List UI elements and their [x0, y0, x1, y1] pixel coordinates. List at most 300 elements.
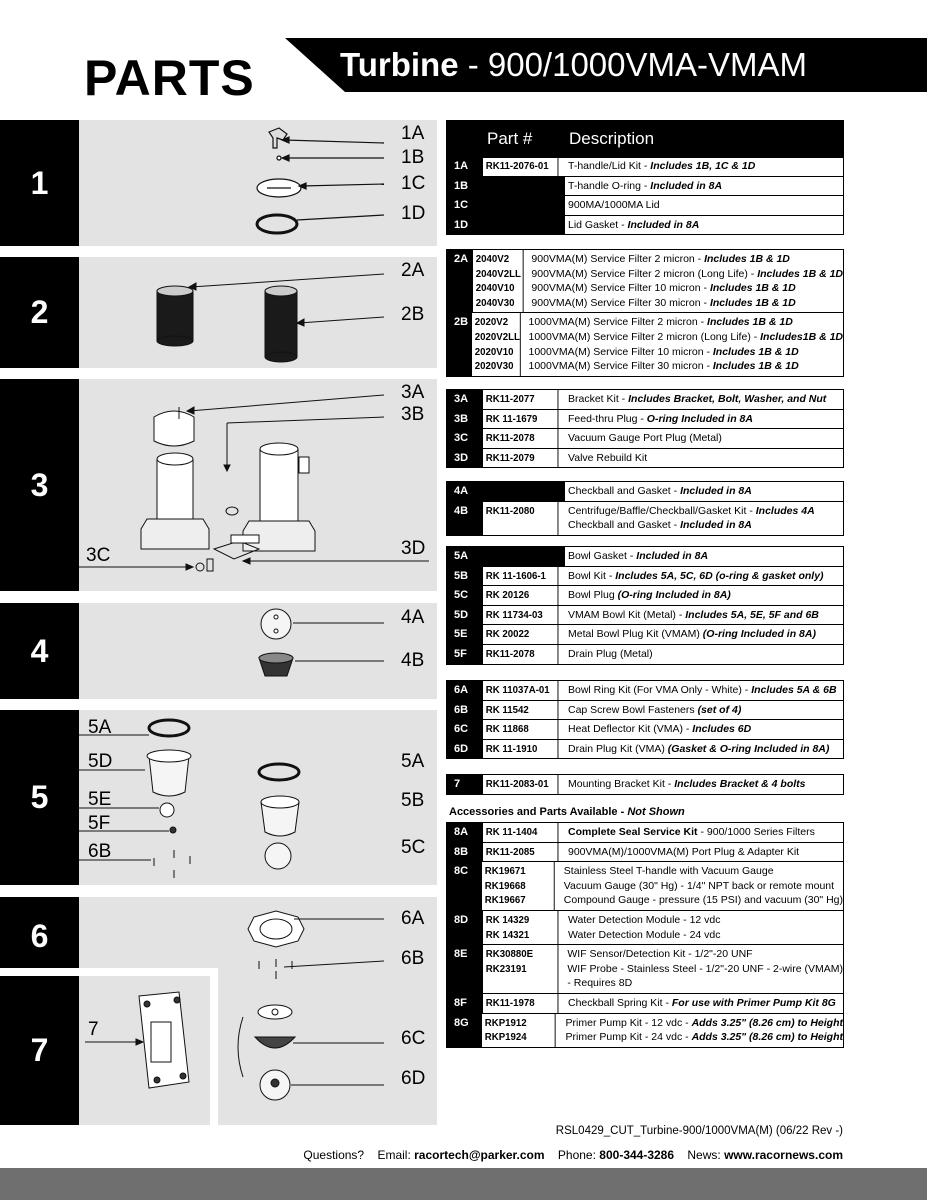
row-id	[447, 775, 483, 794]
description-line	[567, 947, 843, 962]
description-line	[568, 484, 843, 499]
description-text: Stainless Steel T-handle with Vacuum Gauge	[563, 865, 774, 878]
description-text: Water Detection Module - 24 vdc	[568, 928, 721, 941]
row-id-text: 8F	[454, 996, 467, 1009]
part-number: 2020V30	[475, 360, 514, 373]
row-id-text: 4B	[454, 504, 469, 517]
description-note: Includes 6D	[692, 723, 752, 736]
part-number: 2040V10	[475, 282, 515, 295]
row-id-text: 1C	[454, 199, 469, 212]
row-id-text: 3A	[454, 393, 469, 405]
description-note: Includes 1B, 1C & 1D	[650, 160, 756, 172]
panel-number: 2	[0, 257, 79, 368]
email-label: Email:	[377, 1148, 411, 1162]
description-text: 1000VMA(M) Service Filter 10 micron -	[528, 345, 713, 358]
row-id	[447, 157, 483, 176]
table-row	[447, 390, 843, 409]
part-number-cell	[483, 945, 558, 993]
description-cell	[564, 945, 843, 993]
description-cell	[565, 720, 843, 739]
news-label: News:	[687, 1148, 721, 1162]
description-cell	[565, 681, 843, 700]
callout-1d: 1D	[401, 203, 426, 224]
part-number-cell	[483, 645, 558, 664]
description-note: Includes 5A, 5E, 5F and 6B	[685, 608, 819, 621]
part-number: RK 11-1606-1	[485, 569, 546, 582]
part-number-cell	[483, 775, 558, 794]
parts-table-group	[446, 680, 844, 759]
panel-number: 4	[0, 603, 79, 699]
table-row	[447, 195, 843, 215]
row-id	[447, 681, 483, 700]
table-row	[447, 993, 843, 1013]
part-number: RK23191	[485, 962, 527, 975]
part-number: RK 20022	[485, 628, 530, 641]
part-number-cell	[483, 410, 558, 429]
callout-5e: 5E	[88, 789, 112, 810]
table-row	[447, 585, 843, 605]
description-line	[566, 1016, 843, 1031]
row-id-text: 8E	[454, 948, 468, 961]
part-number-cell	[483, 720, 558, 739]
row-id-text: 6D	[454, 742, 469, 755]
panel-number: 5	[0, 710, 79, 885]
parts-table-group	[446, 249, 844, 377]
description-line	[528, 345, 843, 360]
bottom-bar	[0, 1168, 927, 1200]
news-link[interactable]: www.racornews.com	[724, 1148, 843, 1162]
description-text: 900VMA(M) Service Filter 2 micron -	[531, 253, 705, 265]
row-id-text: 8A	[454, 826, 469, 838]
part-number-cell	[472, 313, 521, 375]
description-note: Includes 5A, 5C, 6D (o-ring & gasket only)	[615, 569, 824, 582]
description-text: Metal Bowl Plug Kit (VMAM)	[568, 628, 703, 641]
table-row	[447, 605, 843, 625]
callout-6b: 6B	[401, 948, 425, 969]
description-cell	[565, 502, 843, 535]
table-row	[447, 644, 843, 664]
description-text: Checkball and Gasket -	[568, 485, 681, 497]
callout-5a-right: 5A	[401, 751, 425, 772]
part-number: RK11-2085	[485, 845, 535, 858]
callout-1c: 1C	[401, 173, 426, 194]
description-text: 900MA/1000MA Lid	[568, 199, 660, 212]
description-line	[567, 962, 843, 977]
description-cell	[565, 216, 843, 235]
part-number-cell	[482, 1014, 556, 1047]
description-line	[568, 588, 843, 603]
description-line	[568, 198, 843, 213]
callout-4a: 4A	[401, 607, 425, 628]
description-line	[531, 252, 843, 267]
table-row	[447, 719, 843, 739]
description-line	[528, 359, 843, 374]
part-number-cell	[483, 390, 558, 409]
description-note: (Gasket & O-ring Included in 8A)	[667, 742, 830, 755]
description-line	[568, 392, 843, 407]
description-text: 1000VMA(M) Service Filter 2 micron (Long Life) -	[528, 330, 761, 343]
part-number-cell	[483, 177, 565, 196]
row-id-text: 5B	[454, 569, 469, 582]
table-row	[447, 681, 843, 700]
description-cell	[565, 823, 843, 842]
description-line	[528, 315, 843, 330]
description-text: Water Detection Module - 12 vdc	[568, 913, 721, 926]
table-row	[447, 312, 843, 375]
description-text: Heat Deflector Kit (VMA) -	[568, 723, 693, 736]
accessories-title-text: Accessories and Parts Available -	[449, 806, 628, 818]
housing-bracket-illustration	[79, 379, 437, 591]
email-link[interactable]: racortech@parker.com	[414, 1148, 545, 1162]
callout-6c: 6C	[401, 1028, 426, 1049]
description-line	[564, 879, 843, 894]
diagram-panel-3	[0, 379, 437, 591]
table-row	[447, 501, 843, 535]
table-row	[447, 250, 843, 312]
description-note: Includes1B & 1D	[760, 330, 843, 343]
part-number-cell	[483, 911, 558, 944]
parts-table-group	[446, 389, 844, 468]
callout-3c: 3C	[86, 545, 111, 566]
description-note: (set of 4)	[697, 703, 742, 716]
description-line	[568, 431, 843, 446]
part-number-cell	[483, 740, 558, 759]
part-number-cell	[482, 862, 555, 910]
part-number: RK 20126	[485, 589, 530, 602]
row-id	[447, 862, 482, 910]
table-row	[447, 842, 843, 862]
row-id	[447, 625, 483, 644]
table-row	[447, 775, 843, 794]
diagram-panel-2	[0, 257, 437, 368]
description-text: Bowl Ring Kit (For VMA Only - White) -	[568, 684, 752, 696]
part-number-cell	[483, 567, 558, 586]
description-line	[568, 928, 843, 943]
description-line	[568, 627, 843, 642]
row-id	[447, 250, 473, 312]
table-row	[447, 482, 843, 501]
table-row	[447, 566, 843, 586]
part-number: RKP1912	[485, 1016, 527, 1029]
description-note: (O-ring Included in 8A)	[617, 589, 731, 602]
description-line	[564, 893, 843, 908]
part-number-cell	[483, 994, 558, 1013]
description-line	[568, 159, 843, 174]
callout-3d: 3D	[401, 538, 426, 559]
diagram-panel-4	[0, 603, 437, 699]
table-row	[447, 547, 843, 566]
description-text: Feed-thru Plug -	[568, 412, 647, 425]
row-id	[447, 429, 483, 448]
part-number: 2040V2	[475, 253, 510, 265]
row-id	[447, 313, 472, 375]
parts-table-group	[446, 156, 844, 235]
part-number: 2040V30	[475, 296, 515, 309]
row-id-text: 3D	[454, 451, 469, 464]
part-number-cell	[483, 625, 558, 644]
part-number-cell	[483, 157, 558, 176]
product-title	[340, 45, 807, 85]
row-id	[447, 216, 483, 235]
description-note: Includes 1B & 1D	[704, 253, 790, 265]
mounting-bracket-illustration	[79, 976, 210, 1125]
description-line	[568, 549, 843, 564]
phone-label: Phone:	[557, 1148, 596, 1162]
description-note: Included in 8A	[680, 485, 752, 497]
description-line	[531, 296, 843, 311]
description-text: T-handle/Lid Kit -	[568, 160, 651, 172]
row-id	[447, 449, 483, 468]
description-text: VMAM Bowl Kit (Metal) -	[568, 608, 686, 621]
callout-2a: 2A	[401, 260, 425, 281]
description-note: Adds 3.25" (8.26 cm) to Height	[691, 1016, 843, 1029]
description-line	[568, 742, 843, 757]
row-id	[447, 645, 483, 664]
part-number: RK11-1978	[485, 996, 535, 1009]
table-row	[447, 823, 843, 842]
panel-number: 3	[0, 379, 79, 591]
description-text: 900VMA(M) Service Filter 10 micron -	[531, 282, 710, 295]
description-cell	[565, 429, 843, 448]
description-line	[568, 683, 843, 698]
part-number-cell	[473, 250, 524, 312]
part-number-cell	[483, 547, 565, 566]
accessories-table	[446, 822, 844, 1048]
description-cell	[528, 250, 843, 312]
callout-3a: 3A	[401, 382, 425, 403]
description-text: Primer Pump Kit - 12 vdc -	[565, 1016, 692, 1029]
description-text: 900VMA(M) Service Filter 30 micron -	[531, 296, 710, 309]
description-text: Complete Seal Service Kit	[568, 826, 698, 838]
callout-7: 7	[88, 1019, 99, 1040]
description-line	[568, 569, 843, 584]
row-id	[447, 586, 483, 605]
description-note: Included in 8A	[636, 550, 709, 562]
description-note: Includes 1B & 1D	[757, 267, 843, 280]
row-id	[447, 606, 483, 625]
description-text: Drain Plug (Metal)	[568, 647, 653, 660]
description-note: Included in 8A	[650, 179, 723, 192]
description-line	[564, 864, 843, 879]
part-number: RK19671	[484, 865, 526, 878]
part-number-cell	[483, 216, 565, 235]
description-line	[568, 451, 843, 466]
table-row	[447, 215, 843, 235]
table-header-row	[447, 121, 843, 157]
row-id-text: 5A	[454, 550, 469, 562]
row-id-text: 8D	[454, 913, 469, 926]
description-note: O-ring Included in 8A	[646, 412, 753, 425]
part-number-cell	[483, 196, 565, 215]
description-note: Includes 5A & 6B	[751, 684, 837, 696]
description-line	[568, 825, 843, 840]
part-number: 2020V2LL	[475, 330, 521, 343]
description-cell	[565, 157, 843, 176]
table-row	[447, 700, 843, 720]
description-text: Vacuum Gauge (30" Hg) - 1/4" NPT back or remote mount	[563, 879, 835, 892]
product-title-rest: - 900/1000VMA-VMAM	[458, 46, 808, 83]
row-id-text: 7	[454, 778, 461, 790]
row-id-text: 1D	[454, 218, 469, 231]
description-text: Bowl Kit -	[568, 569, 616, 582]
part-number-cell	[483, 681, 558, 700]
description-line	[528, 330, 843, 345]
row-id-text: 5C	[454, 589, 469, 602]
description-cell	[563, 1014, 843, 1047]
part-number: RK 11037A-01	[485, 684, 550, 696]
description-text: Bracket Kit -	[568, 393, 629, 405]
description-text: WIF Probe - Stainless Steel - 1/2"-20 UNF - 2-wire (VMAM)	[567, 962, 843, 975]
callout-4b: 4B	[401, 650, 425, 671]
description-line	[568, 412, 843, 427]
description-cell	[525, 313, 843, 375]
part-number-cell	[483, 449, 558, 468]
column-header-description: Description	[569, 129, 655, 148]
description-line	[568, 722, 843, 737]
part-number: RK 11-1910	[485, 742, 538, 755]
description-text: WIF Sensor/Detection Kit - 1/2"-20 UNF	[567, 948, 753, 961]
part-number: RK 14321	[485, 928, 530, 941]
description-note: Includes Bracket & 4 bolts	[674, 778, 806, 790]
part-number-cell	[483, 586, 558, 605]
row-id-text: 2A	[454, 253, 469, 265]
part-number: RK 14329	[485, 913, 530, 926]
row-id-text: 5E	[454, 628, 468, 641]
description-line	[568, 179, 843, 194]
description-note: Included in 8A	[627, 218, 700, 231]
part-number: RK19668	[484, 879, 526, 892]
description-text: 900VMA(M)/1000VMA(M) Port Plug & Adapter Kit	[568, 845, 800, 858]
row-id-text: 1B	[454, 179, 469, 192]
description-cell	[565, 196, 843, 215]
description-text: - Requires 8D	[567, 977, 633, 990]
row-id	[447, 740, 483, 759]
description-cell	[565, 740, 843, 759]
table-row	[447, 944, 843, 993]
row-id-text: 8G	[454, 1016, 469, 1029]
description-line	[567, 976, 843, 991]
table-row	[447, 624, 843, 644]
part-number-cell	[483, 606, 558, 625]
callout-5c: 5C	[401, 837, 426, 858]
description-line	[566, 1030, 843, 1045]
diagram-panel-5	[0, 710, 437, 885]
row-id-text: 8B	[454, 845, 469, 858]
part-number: RK 11-1404	[485, 826, 538, 838]
description-text: Checkball Spring Kit -	[568, 996, 672, 1009]
row-id-text: 6A	[454, 684, 469, 696]
description-text: Bowl Gasket -	[568, 550, 637, 562]
description-cell	[565, 390, 843, 409]
callout-5d: 5D	[88, 751, 113, 772]
description-line	[568, 647, 843, 662]
accessories-title	[449, 806, 685, 818]
part-number: 2020V10	[475, 345, 514, 358]
row-id	[447, 410, 483, 429]
part-number: RK 11542	[485, 703, 529, 716]
parts-table-group	[446, 774, 844, 795]
part-number-cell	[483, 502, 558, 535]
description-line	[568, 608, 843, 623]
description-text: Compound Gauge - pressure (15 PSI) and vacuum (30" Hg)	[563, 894, 843, 907]
description-text: 1000VMA(M) Service Filter 30 micron -	[528, 360, 713, 373]
parts-table-header	[446, 120, 844, 158]
part-number-cell	[483, 701, 558, 720]
accessories-title-em: Not Shown	[627, 806, 685, 818]
diagram-panel-7	[0, 968, 218, 1125]
description-note: Includes 1B & 1D	[709, 296, 796, 309]
row-id	[447, 945, 483, 993]
phone-number: 800-344-3286	[599, 1148, 675, 1162]
row-id	[447, 177, 483, 196]
part-number-cell	[483, 429, 558, 448]
row-id	[447, 482, 483, 501]
row-id	[447, 502, 483, 535]
page-title: PARTS	[84, 50, 255, 106]
description-line	[568, 518, 843, 533]
table-row	[447, 176, 843, 196]
part-number-cell	[483, 823, 558, 842]
description-cell	[565, 586, 843, 605]
row-id	[447, 843, 483, 862]
table-row	[447, 739, 843, 759]
part-number	[486, 976, 557, 991]
row-id	[447, 567, 483, 586]
panel-number: 1	[0, 120, 79, 246]
description-cell	[565, 775, 843, 794]
part-number: RK11-2076-01	[485, 160, 549, 172]
row-id	[447, 390, 483, 409]
description-cell	[565, 482, 843, 501]
row-id-text: 3C	[454, 432, 469, 445]
table-row	[447, 157, 843, 176]
part-number: RK11-2078	[485, 647, 535, 660]
description-text: Cap Screw Bowl Fasteners	[568, 703, 698, 716]
table-row	[447, 910, 843, 944]
row-id-text: 6C	[454, 723, 469, 736]
description-line	[568, 218, 843, 233]
row-id-text: 5D	[454, 608, 469, 621]
description-note: Includes 1B & 1D	[712, 360, 799, 373]
description-cell	[565, 410, 843, 429]
callout-5a-left: 5A	[88, 717, 112, 738]
part-number: RK11-2077	[485, 393, 535, 405]
description-cell	[565, 625, 843, 644]
part-number: RK30880E	[485, 948, 533, 961]
description-text: Lid Gasket -	[568, 218, 628, 231]
description-cell	[561, 862, 843, 910]
part-number: RK11-2080	[485, 504, 535, 517]
description-line	[568, 777, 843, 792]
column-header-part: Part #	[487, 129, 533, 148]
description-text: Mounting Bracket Kit -	[568, 778, 675, 790]
description-cell	[565, 645, 843, 664]
checkball-centrifuge-illustration	[79, 603, 437, 699]
row-id	[447, 701, 483, 720]
description-line	[568, 913, 843, 928]
description-note: Includes Bracket, Bolt, Washer, and Nut	[628, 393, 827, 405]
description-note: Included in 8A	[680, 519, 752, 532]
description-note: Includes 4A	[755, 504, 815, 517]
description-cell	[565, 449, 843, 468]
callout-6d: 6D	[401, 1068, 426, 1089]
description-line	[568, 845, 843, 860]
table-row	[447, 409, 843, 429]
description-text: Drain Plug Kit (VMA)	[568, 742, 668, 755]
row-id-text: 8C	[454, 865, 469, 878]
parts-table-group	[446, 481, 844, 536]
description-line	[568, 504, 843, 519]
